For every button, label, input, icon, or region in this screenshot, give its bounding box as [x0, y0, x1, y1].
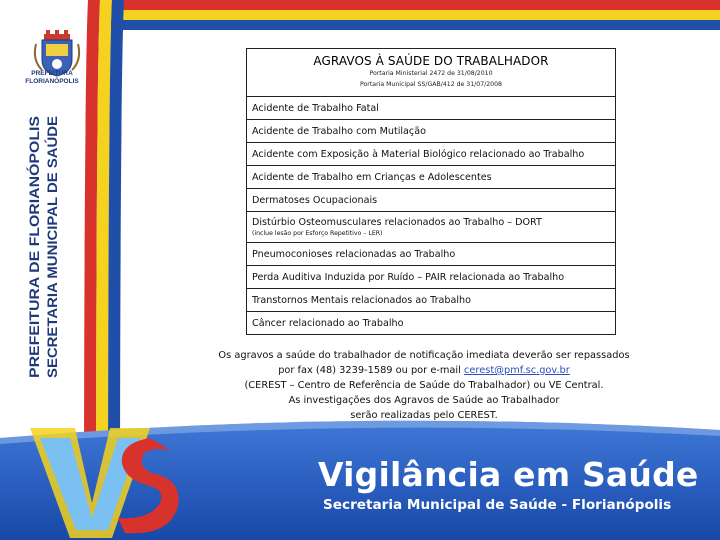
note-line-2-text: por fax (48) 3239-1589 ou por e-mail: [278, 365, 464, 376]
table-row: Câncer relacionado ao Trabalho: [252, 317, 404, 329]
table-row: Acidente de Trabalho com Mutilação: [247, 120, 615, 143]
table-row: [247, 212, 615, 243]
logo-caption-line2: FLORIANÓPOLIS: [25, 78, 79, 85]
agravos-table: [246, 48, 616, 335]
table-row: Acidente de Trabalho Fatal: [247, 97, 615, 120]
table-row: Pneumoconioses relacionadas ao Trabalho: [247, 243, 615, 266]
table-title: AGRAVOS À SAÚDE DO TRABALHADOR: [313, 54, 549, 68]
table-row: Transtornos Mentais relacionados ao Trabalho: [247, 289, 615, 312]
table-row-label: Distúrbio Osteomusculares relacionados ao Trabalho – DORT: [252, 217, 542, 228]
table-row: Acidente com Exposição à Material Biológico relacionado ao Trabalho: [247, 143, 615, 166]
vs-logo-text: VS: [0, 408, 2, 409]
banner-subtitle: Secretaria Municipal de Saúde - Florianópolis: [323, 497, 672, 513]
table-header: [247, 49, 615, 97]
table-subtitle-1: Portaria Ministerial 2472 de 31/08/2010: [369, 70, 493, 77]
table-row-note: (inclue lesão por Esforço Repetitivo – LER): [252, 230, 383, 237]
vertical-title-line2: SECRETARIA MUNICIPAL DE SAÚDE: [45, 140, 60, 378]
note-line-1: Os agravos a saúde do trabalhador de notificação imediata deverão ser repassados: [218, 350, 630, 361]
email-link[interactable]: cerest@pmf.sc.gov.br: [463, 365, 570, 376]
table-subtitle-2: Portaria Municipal SS/GAB/412 de 31/07/2008: [360, 81, 502, 88]
table-row: Acidente de Trabalho em Crianças e Adolescentes: [247, 166, 615, 189]
banner-title: Vigilância em Saúde: [318, 455, 699, 494]
note-line-4: As investigações dos Agravos de Saúde ao Trabalhador: [288, 395, 560, 406]
table-row: Perda Auditiva Induzida por Ruído – PAIR relacionada ao Trabalho: [247, 266, 615, 289]
table-row: Dermatoses Ocupacionais: [247, 189, 615, 212]
logo-caption: [18, 70, 86, 86]
note-line-3: (CEREST – Centro de Referência de Saúde do Trabalhador) ou VE Central.: [244, 380, 604, 391]
logo-caption-line1: PREFEITURA: [31, 70, 73, 77]
note-line-5: serão realizadas pelo CEREST.: [350, 410, 498, 421]
vertical-title: [24, 110, 64, 380]
note-line-2: [212, 363, 636, 378]
vertical-title-line1: PREFEITURA DE FLORIANÓPOLIS: [27, 154, 42, 378]
